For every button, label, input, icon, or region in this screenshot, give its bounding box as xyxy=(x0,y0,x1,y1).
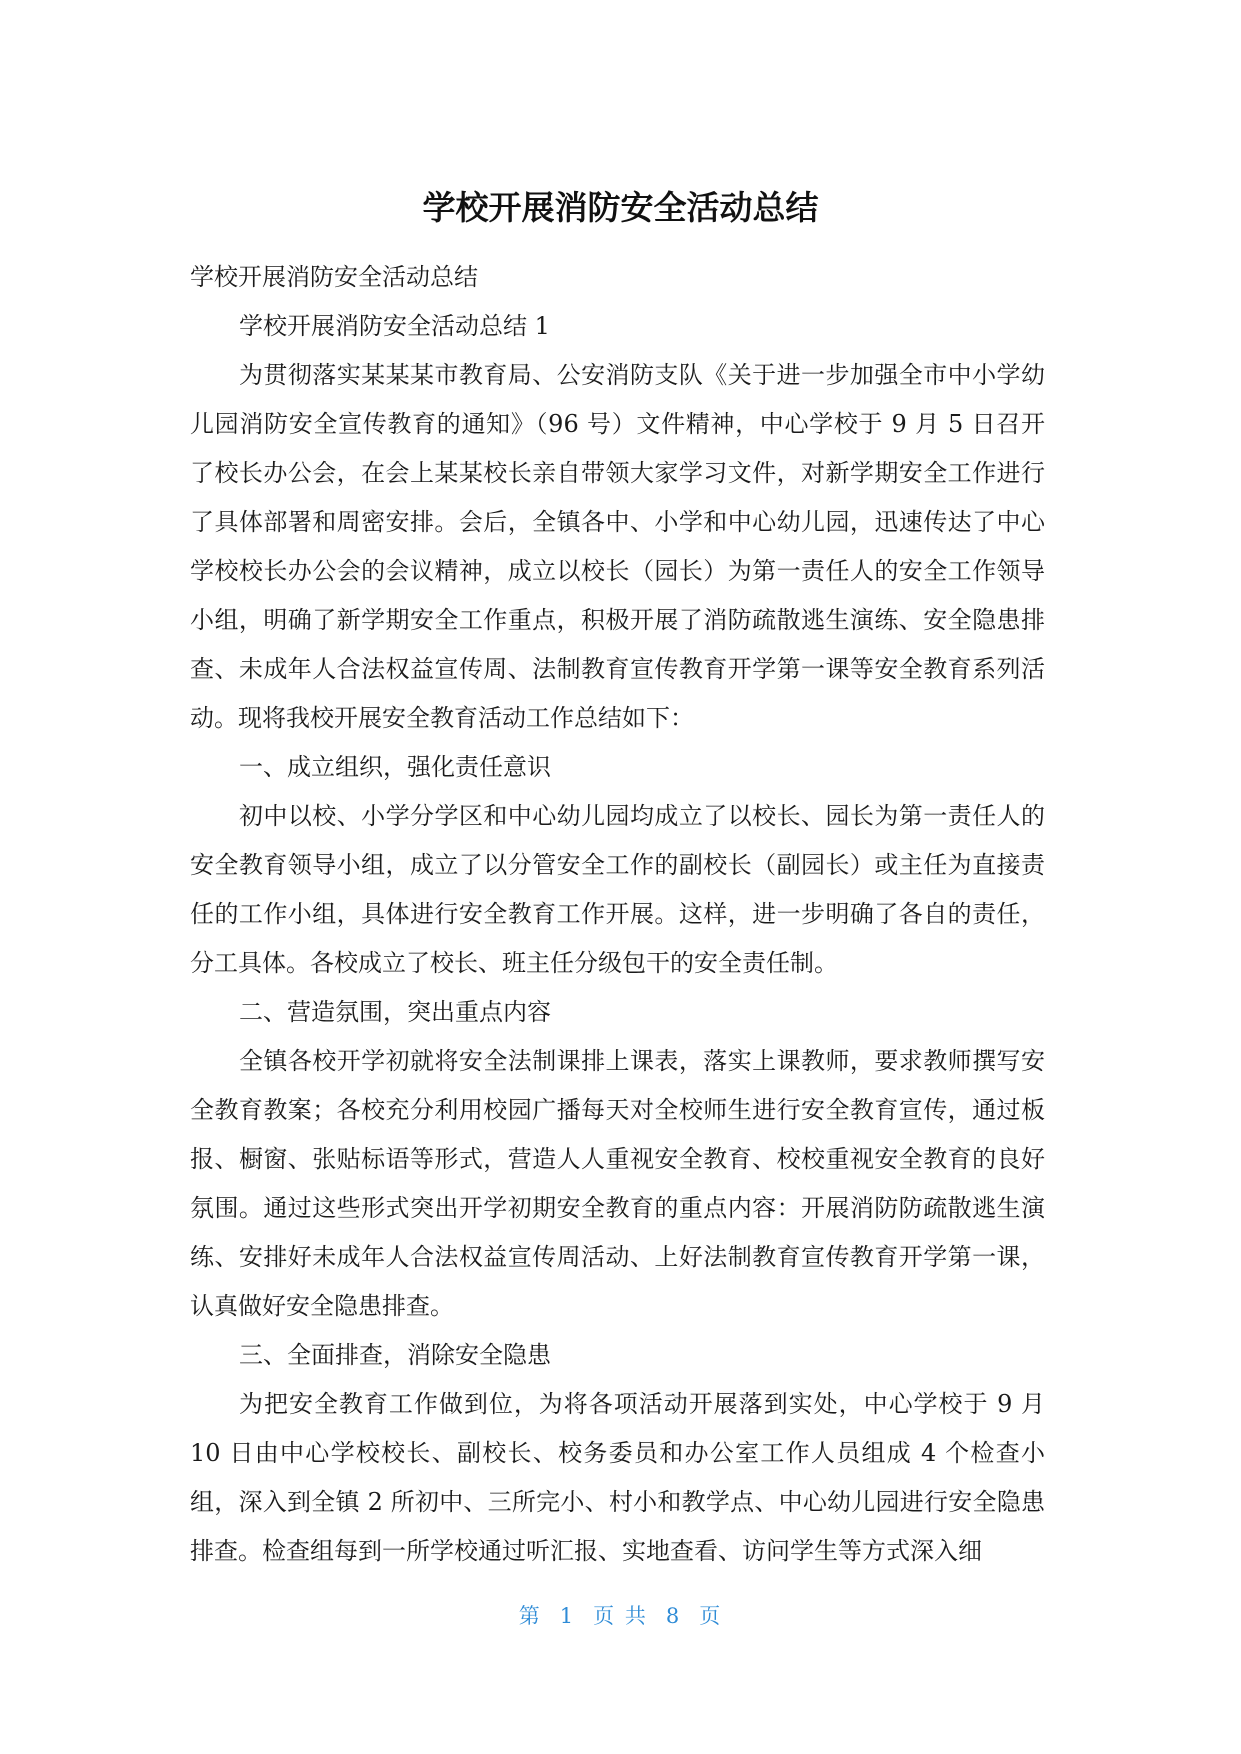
page-middle: 页 共 xyxy=(593,1604,648,1628)
page-suffix: 页 xyxy=(699,1604,723,1628)
body-paragraph: 为把安全教育工作做到位，为将各项活动开展落到实处，中心学校于 9 月 10 日由中心学校校长、副校长、校务委员和办公室工作人员组成 4 个检查小组，深入到全镇 2 所初中、三所完小、村小和教学点、中心幼儿园进行安全隐患排查。检查组每到一所学校通过听汇报、实地查看、访问学生等方式深入细 xyxy=(190,1390,1045,1565)
body-paragraph: 全镇各校开学初就将安全法制课排上课表，落实上课教师，要求教师撰写安全教育教案；各校充分利用校园广播每天对全校师生进行安全教育宣传，通过板报、橱窗、张贴标语等形式，营造人人重视安全教育、校校重视安全教育的良好氛围。通过这些形式突出开学初期安全教育的重点内容：开展消防防疏散逃生演练、安排好未成年人合法权益宣传周活动、上好法制教育宣传教育开学第一课，认真做好安全隐患排查。 xyxy=(190,1047,1045,1320)
document-body xyxy=(190,253,1045,1576)
body-paragraph: 初中以校、小学分学区和中心幼儿园均成立了以校长、园长为第一责任人的安全教育领导小组，成立了以分管安全工作的副校长（副园长）或主任为直接责任的工作小组，具体进行安全教育工作开展。这样，进一步明确了各自的责任，分工具体。各校成立了校长、班主任分级包干的安全责任制。 xyxy=(190,802,1045,977)
page-footer xyxy=(0,1602,1241,1630)
total-pages-number: 8 xyxy=(665,1604,682,1628)
section-heading: 三、全面排查，消除安全隐患 xyxy=(239,1341,551,1369)
document-subtitle: 学校开展消防安全活动总结 xyxy=(190,263,478,291)
document-title: 学校开展消防安全活动总结 xyxy=(422,188,819,227)
section-heading-1: 学校开展消防安全活动总结 1 xyxy=(239,312,550,340)
section-heading: 二、营造氛围，突出重点内容 xyxy=(239,998,551,1026)
page-prefix: 第 xyxy=(518,1604,542,1628)
current-page-number: 1 xyxy=(559,1604,576,1628)
body-paragraph: 为贯彻落实某某某市教育局、公安消防支队《关于进一步加强全市中小学幼儿园消防安全宣传教育的通知》（96 号）文件精神，中心学校于 9 月 5 日召开了校长办公会，在会上某某校长亲自带领大家学习文件，对新学期安全工作进行了具体部署和周密安排。会后，全镇各中、小学和中心幼儿园，迅速传达了中心学校校长办公会的会议精神，成立以校长（园长）为第一责任人的安全工作领导小组，明确了新学期安全工作重点，积极开展了消防疏散逃生演练、安全隐患排查、未成年人合法权益宣传周、法制教育宣传教育开学第一课等安全教育系列活动。现将我校开展安全教育活动工作总结如下： xyxy=(190,361,1045,732)
section-heading: 一、成立组织，强化责任意识 xyxy=(239,753,551,781)
